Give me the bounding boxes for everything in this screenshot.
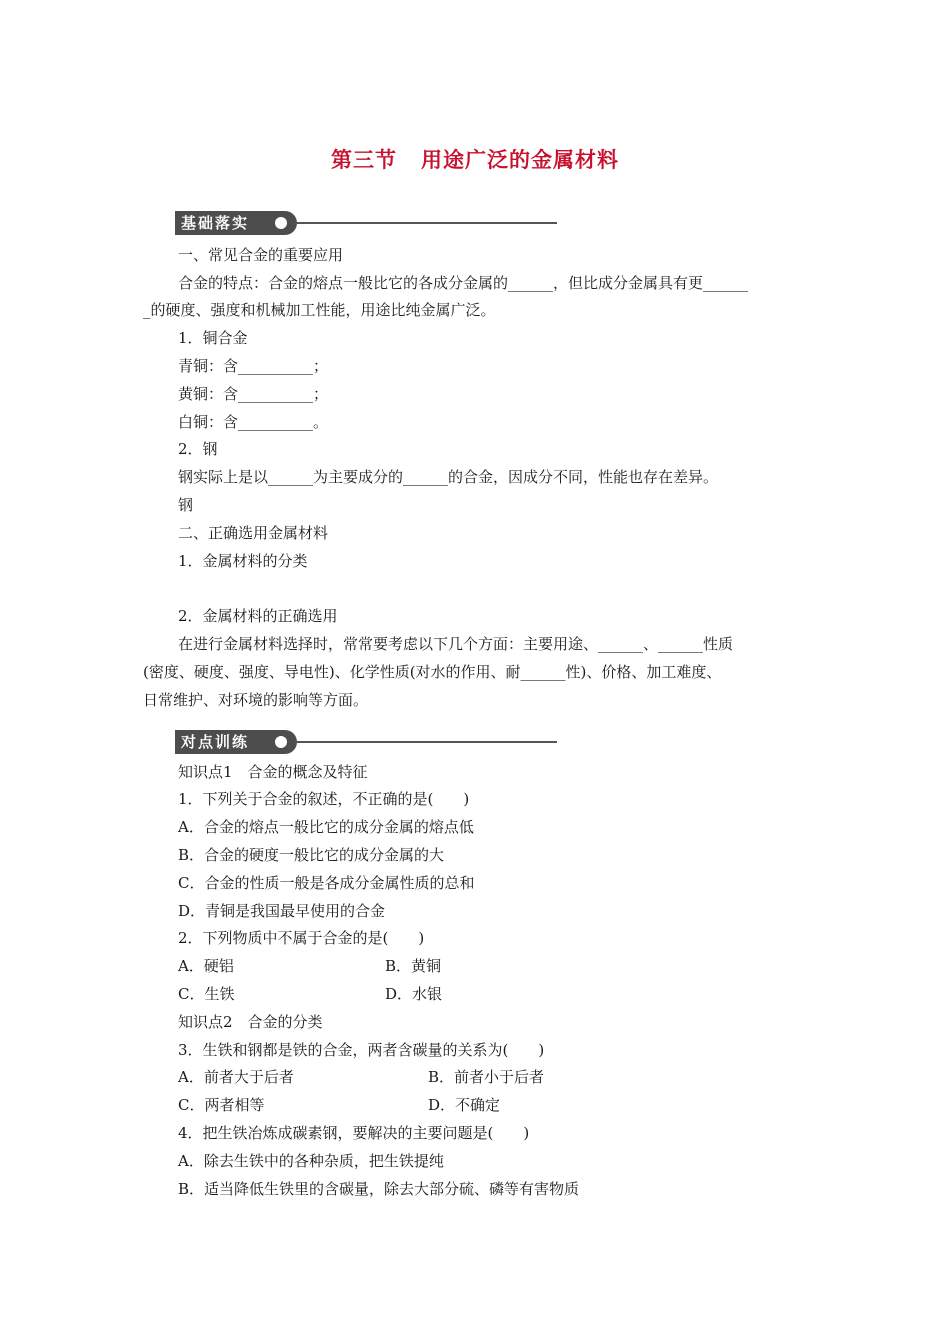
q4-option-a: A．除去生铁中的各种杂质，把生铁提纯	[178, 1152, 444, 1170]
heading-alloy-applications: 一、常见合金的重要应用	[178, 246, 344, 264]
cupronickel-item: 白铜：含__________。	[178, 413, 329, 431]
q3-option-d: D．不确定	[428, 1096, 501, 1114]
title-section-number: 第三节	[331, 148, 397, 172]
q1-option-c: C．合金的性质一般是各成分金属性质的总和	[178, 874, 475, 892]
q2-option-b: B．黄铜	[385, 957, 442, 975]
banner-rule	[295, 222, 557, 224]
subheading-copper-alloy: 1．铜合金	[178, 329, 248, 347]
page-title	[0, 144, 950, 174]
knowledge-point-2: 知识点2 合金的分类	[178, 1013, 323, 1031]
banner-dot-icon	[275, 736, 287, 748]
alloy-features-line1: 合金的特点：合金的熔点一般比它的各成分金属的______，但比成分金属具有更______	[178, 274, 749, 292]
section-banner-basics	[175, 211, 557, 235]
banner-label: 对点训练	[175, 730, 297, 754]
selection-line2: (密度、硬度、强度、导电性)、化学性质(对水的作用、耐______性)、价格、加工难度、	[143, 663, 722, 681]
selection-line1: 在进行金属材料选择时，常常要考虑以下几个方面：主要用途、______、______性质	[178, 635, 734, 653]
question-1: 1．下列关于合金的叙述，不正确的是( )	[178, 790, 470, 808]
q3-option-a: A．前者大于后者	[178, 1068, 294, 1086]
banner-rule	[295, 741, 557, 743]
banner-label: 基础落实	[175, 211, 297, 235]
q3-option-c: C．两者相等	[178, 1096, 265, 1114]
q2-option-d: D．水银	[385, 985, 443, 1003]
section-banner-practice	[175, 730, 557, 754]
q1-option-b: B．合金的硬度一般比它的成分金属的大	[178, 846, 445, 864]
brass-item: 黄铜：含__________；	[178, 385, 329, 403]
question-2: 2．下列物质中不属于合金的是( )	[178, 929, 425, 947]
subheading-steel: 2．钢	[178, 440, 218, 458]
steel-description: 钢实际上是以______为主要成分的______的合金，因成分不同，性能也存在差异。	[178, 468, 719, 486]
q1-option-d: D．青铜是我国最早使用的合金	[178, 902, 386, 920]
steel-label: 钢	[178, 496, 194, 514]
selection-line3: 日常维护、对环境的影响等方面。	[143, 691, 369, 709]
heading-select-materials: 二、正确选用金属材料	[178, 524, 329, 542]
question-3: 3．生铁和钢都是铁的合金，两者含碳量的关系为( )	[178, 1041, 545, 1059]
alloy-features-line2: _的硬度、强度和机械加工性能，用途比纯金属广泛。	[143, 301, 496, 319]
knowledge-point-1: 知识点1 合金的概念及特征	[178, 763, 368, 781]
q1-option-a: A．合金的熔点一般比它的成分金属的熔点低	[178, 818, 474, 836]
bronze-item: 青铜：含__________；	[178, 357, 329, 375]
question-4: 4．把生铁冶炼成碳素钢，要解决的主要问题是( )	[178, 1124, 530, 1142]
q3-option-b: B．前者小于后者	[428, 1068, 545, 1086]
banner-dot-icon	[275, 217, 287, 229]
subheading-correct-selection: 2．金属材料的正确选用	[178, 607, 338, 625]
q2-option-a: A．硬铝	[178, 957, 234, 975]
subheading-classification: 1．金属材料的分类	[178, 552, 308, 570]
title-text: 用途广泛的金属材料	[421, 148, 619, 172]
q4-option-b: B．适当降低生铁里的含碳量，除去大部分硫、磷等有害物质	[178, 1180, 580, 1198]
q2-option-c: C．生铁	[178, 985, 235, 1003]
